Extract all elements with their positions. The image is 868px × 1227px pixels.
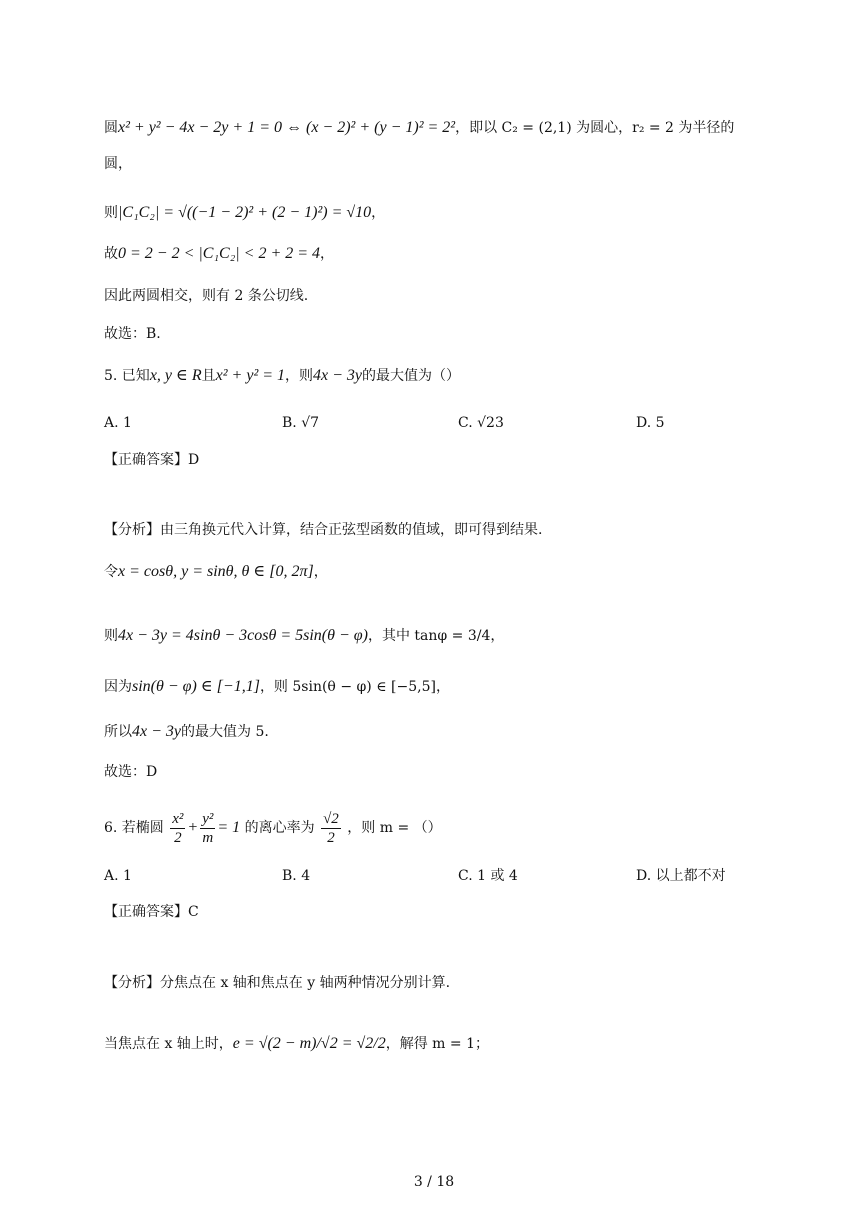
fraction: $\frac{\text{y²}}{m}$	[202, 810, 214, 846]
text-line: 圆x² + y² − 4x − 2y + 1 = 0 ⇔ (x − 2)² + (y − 1)² = 2²，即以 C₂ = (2,1) 为圆心，r₂ = 2 为半径的	[104, 119, 735, 136]
text-line: 当焦点在 x 轴上时，e = √(2 − m)/√2 = √2/2，解得 m = 1；	[104, 1035, 489, 1052]
answer-line: 【正确答案】D	[104, 452, 200, 468]
fraction: $\frac{\text{x²}}{2}$	[172, 810, 184, 846]
option-a: A. 1	[104, 415, 132, 431]
answer-line: 【正确答案】C	[104, 904, 199, 920]
text-line: 故0 = 2 − 2 < |C₁C₂| < 2 + 2 = 4，	[104, 245, 335, 262]
question-5-stem: 5. 已知x, y ∈ R且x² + y² = 1，则4x − 3y的最大值为（）	[104, 367, 461, 384]
text-line: 则|C₁C₂| = √((−1 − 2)² + (2 − 1)²) = √10，	[104, 204, 386, 221]
text-line: 令x = cosθ, y = sinθ, θ ∈ [0, 2π]，	[104, 563, 328, 580]
text-line: 则4x − 3y = 4sinθ − 3cosθ = 5sin(θ − φ)，其中 tanφ = 3/4，	[104, 627, 505, 644]
text-line: 因此两圆相交，则有 2 条公切线.	[104, 288, 309, 304]
option-d: D. 5	[636, 415, 665, 431]
option-b: B. 4	[282, 868, 311, 884]
fraction: $\frac{√2}{2}$	[323, 810, 339, 846]
text-line: 因为sin(θ − φ) ∈ [−1,1]，则 5sin(θ − φ) ∈ [−5,5]，	[104, 678, 450, 695]
text-line: 故选：B.	[104, 326, 161, 342]
option-c: C. √23	[458, 415, 504, 431]
text-line: 所以4x − 3y的最大值为 5.	[104, 723, 269, 740]
analysis-line: 【分析】由三角换元代入计算，结合正弦型函数的值域，即可得到结果.	[104, 522, 543, 538]
option-a: A. 1	[104, 868, 132, 884]
analysis-line: 【分析】分焦点在 x 轴和焦点在 y 轴两种情况分别计算.	[104, 975, 451, 991]
text-line: 圆，	[104, 156, 132, 172]
option-d: D. 以上都不对	[636, 868, 726, 884]
option-c: C. 1 或 4	[458, 868, 518, 884]
text-line: 故选：D	[104, 764, 158, 780]
page-number: 3 / 18	[413, 1174, 455, 1190]
question-6-stem: 6. 若椭圆 $\frac{\text{x²}}{2}$ + $\frac{\text{y²}}{m}$ = 1 的离心率为 $\frac{√2}{2}$ ，则 m = （）	[104, 810, 442, 846]
option-b: B. √7	[282, 415, 320, 431]
